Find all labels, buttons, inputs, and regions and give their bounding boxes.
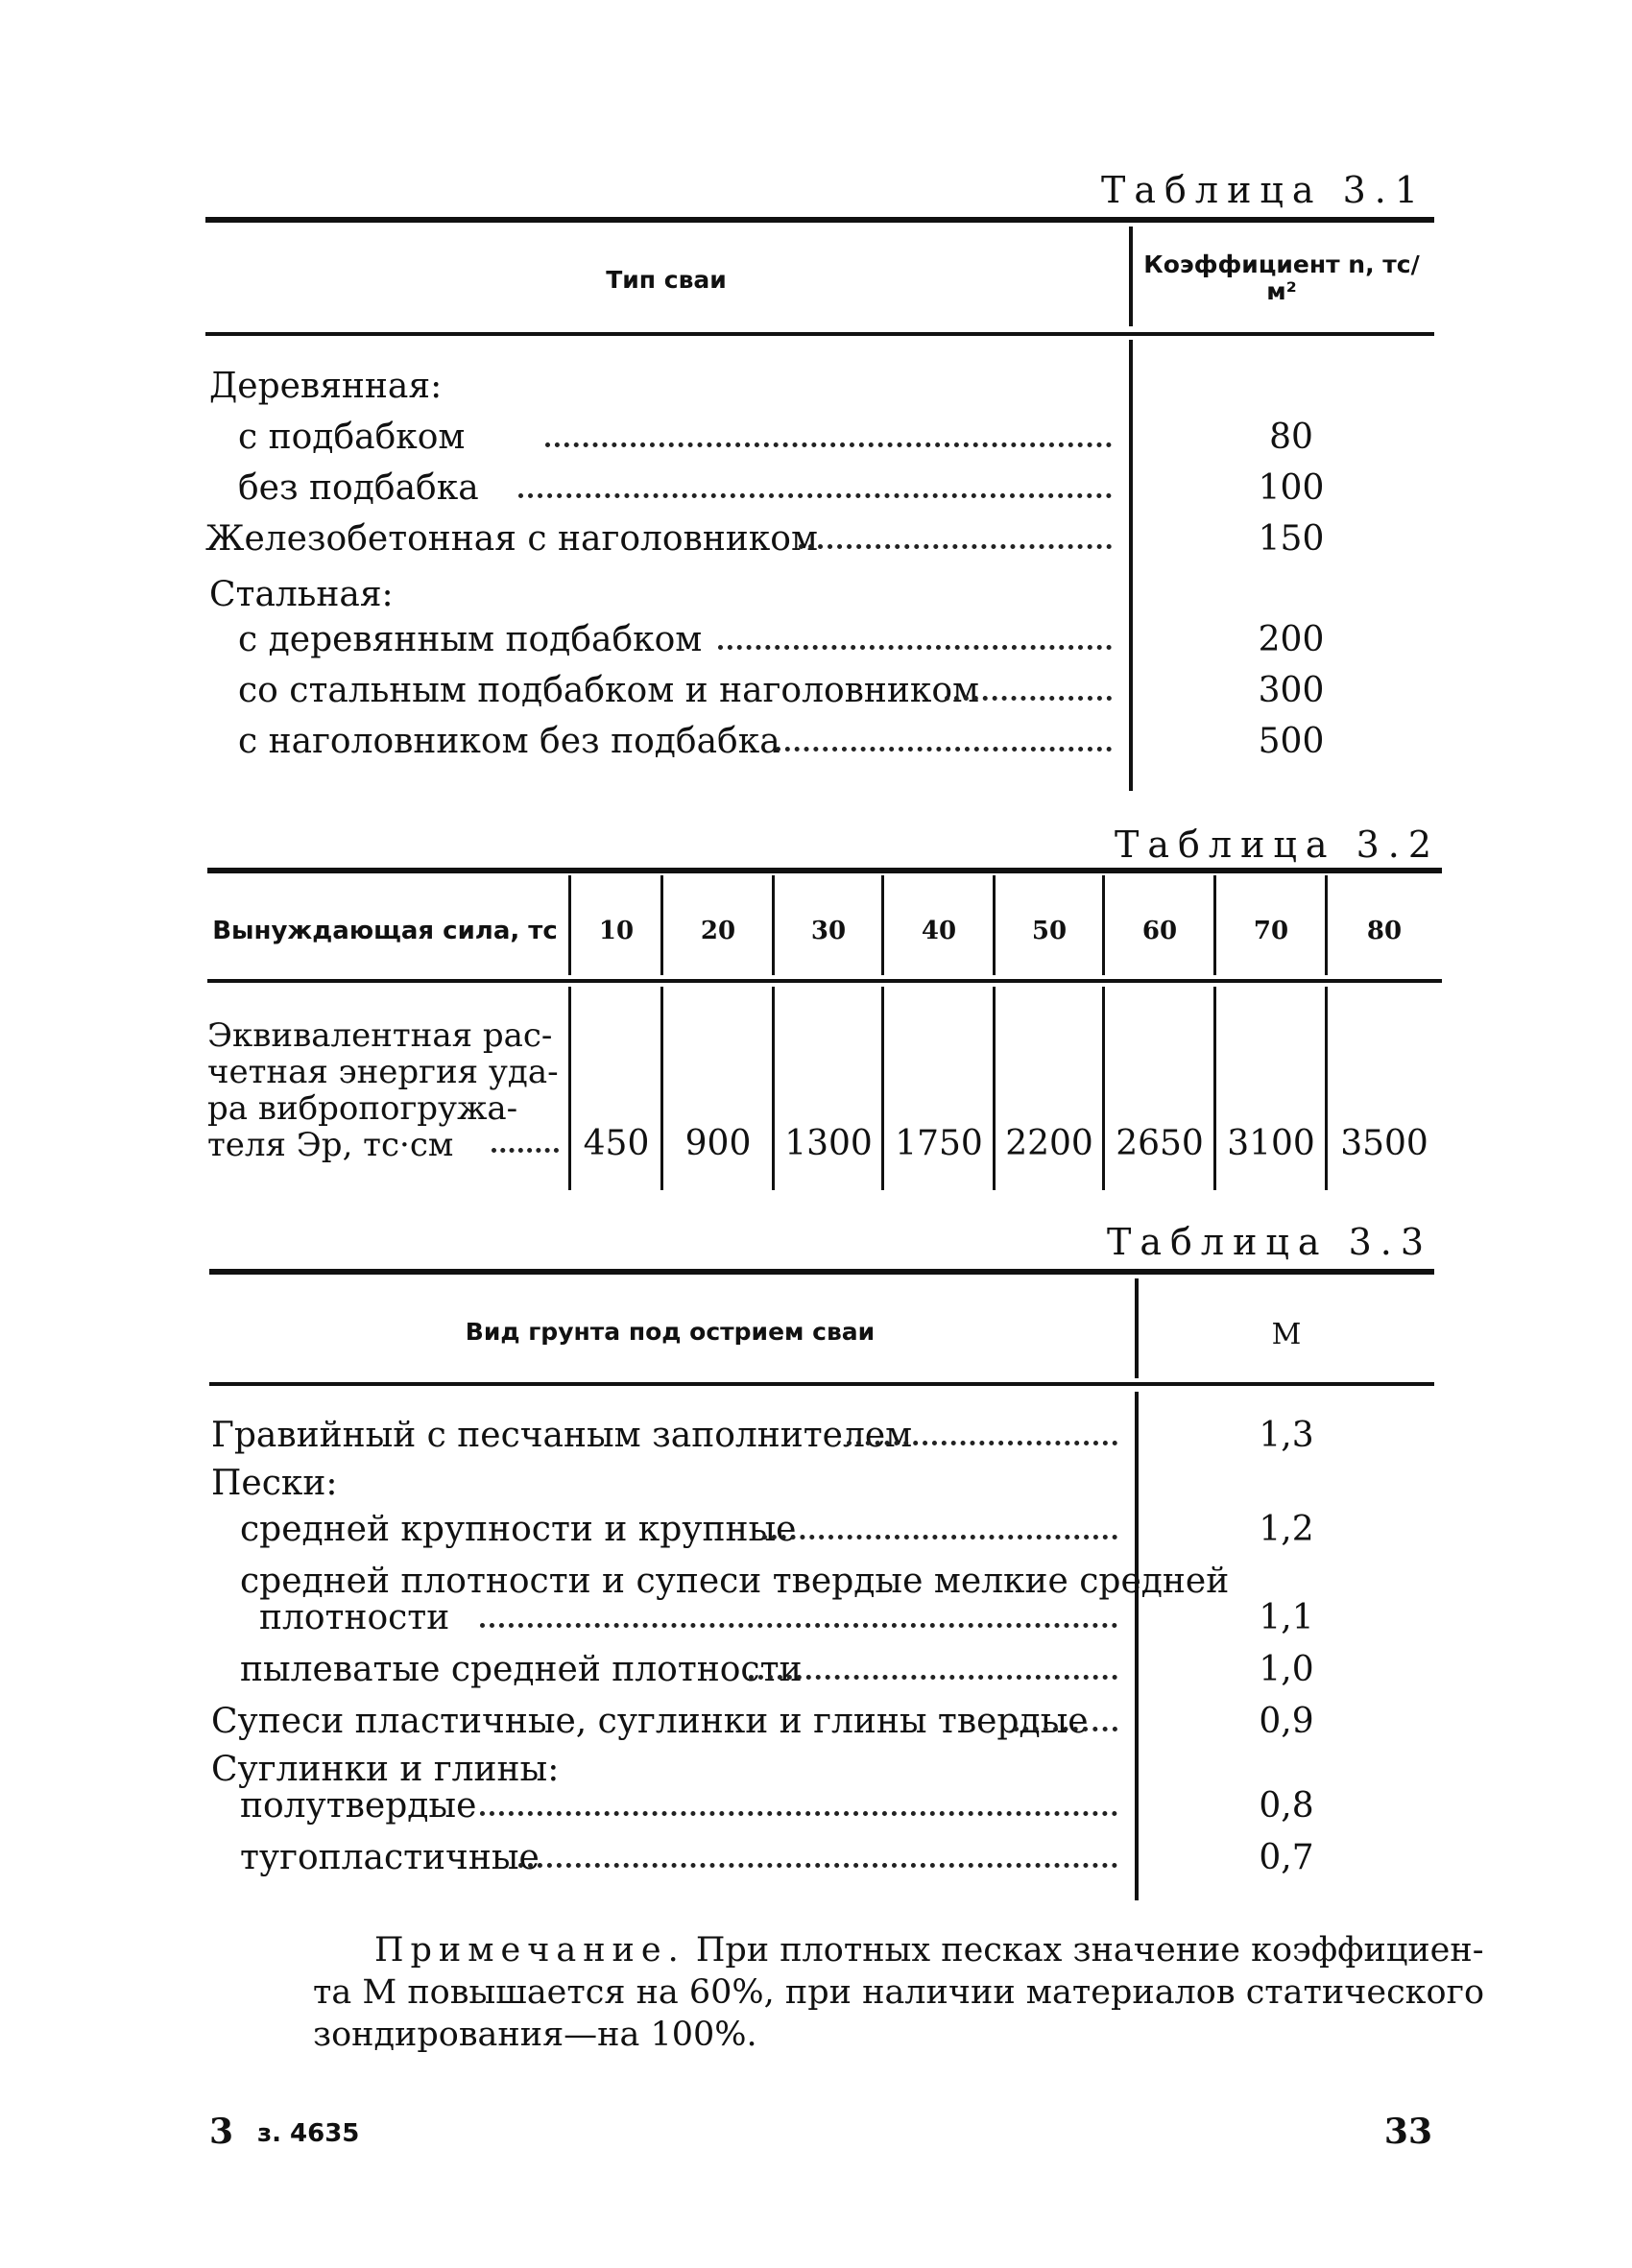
table-3-1-row-label: со стальным подбабком и наголовником [238,671,980,710]
table-3-1-row-label: с наголовником без подбабка [238,722,780,761]
table-3-3-header-rule [209,1382,1434,1386]
table-3-3-row-label: полутвердые [240,1786,477,1826]
note-label: Примечание. [374,1931,685,1970]
table-3-1-row-label: с деревянным подбабком [238,620,703,659]
column-divider [772,875,775,975]
table-3-3-header-soil: Вид грунта под острием сваи [465,1318,876,1346]
leader-dots [492,1138,559,1153]
note-line-2: та M повышается на 60%, при наличии материалов статического [313,1973,1485,2012]
column-divider [1102,987,1105,1190]
table-3-1-caption: Таблица 3.1 [1101,169,1427,211]
column-divider [1325,875,1328,975]
signature-number: 3 [209,2112,234,2152]
energy-cell: 2650 [1116,1124,1204,1163]
leader-dots [749,1665,1117,1680]
table-3-1-row-value: 150 [1258,519,1325,559]
energy-cell: 3500 [1340,1124,1428,1163]
page-number: 33 [1383,2112,1432,2152]
table-3-2-header-rule [207,979,1442,983]
energy-cell: 450 [583,1124,650,1163]
table-3-3-row-label: средней плотности и супеси твердые мелкие средней [240,1562,1230,1601]
table-3-3-row-value: 0,7 [1259,1838,1314,1877]
note-text-1: При плотных песках значение коэффициен- [695,1931,1484,1970]
leader-dots [518,1853,1117,1868]
table-3-1-row-label: Железобетонная с наголовником [205,519,818,559]
table-3-3-row-label: пылеватые средней плотности [240,1650,803,1689]
table-3-3-row-label: Пески: [211,1464,338,1503]
print-order: з. 4635 [257,2119,360,2148]
leader-dots [847,1431,1117,1445]
energy-row-label: Эквивалентная рас- [207,1016,553,1055]
table-3-1-row-label: без подбабка [238,468,479,508]
table-3-2-caption: Таблица 3.2 [1115,824,1440,866]
leader-dots [799,535,1112,549]
force-header-cell: 10 [598,917,635,945]
table-3-1-row-value: 80 [1269,418,1313,457]
energy-cell: 1750 [895,1124,983,1163]
table-3-3-caption: Таблица 3.3 [1107,1221,1432,1263]
column-divider [1102,875,1105,975]
table-3-3-row-value: 1,1 [1259,1598,1314,1637]
energy-row-label: теля Эр, тс·см [207,1126,454,1164]
force-header-cell: 30 [810,917,847,945]
table-3-1-header-rule [205,332,1434,336]
column-divider [660,987,663,1190]
force-header-cell: 70 [1253,917,1289,945]
table-3-1-row-value: 300 [1258,671,1325,710]
column-divider [993,987,996,1190]
leader-dots [1014,1717,1117,1731]
leader-dots [776,737,1112,752]
table-3-1-top-rule [205,217,1434,223]
column-divider [568,987,571,1190]
leader-dots [718,635,1112,650]
column-divider [1213,875,1216,975]
table-3-3-row-label: плотности [259,1598,450,1637]
column-divider [1213,987,1216,1190]
table-3-1-row-value: 200 [1258,620,1325,659]
table-3-3-row-value: 1,2 [1259,1510,1314,1549]
table-3-1-body-divider [1129,340,1133,791]
energy-cell: 2200 [1005,1124,1093,1163]
leader-dots [518,484,1112,498]
force-header-cell: 50 [1031,917,1068,945]
table-3-1-header-divider [1129,227,1133,326]
table-3-3-row-value: 0,8 [1259,1786,1314,1826]
energy-cell: 3100 [1227,1124,1315,1163]
column-divider [993,875,996,975]
column-divider [1325,987,1328,1190]
table-3-3-header-divider [1135,1278,1139,1378]
table-3-3-row-label: средней крупности и крупные [240,1510,797,1549]
table-3-3-row-label: Супеси пластичные, суглинки и глины твердые [211,1702,1089,1741]
leader-dots [945,686,1112,701]
energy-cell: 1300 [784,1124,873,1163]
column-divider [881,987,884,1190]
table-3-1-row-label: с подбабком [238,418,466,457]
note-line-1 [374,1929,1484,1971]
table-3-3-row-value: 0,9 [1259,1702,1314,1741]
energy-row-label: ра вибропогружа- [207,1089,518,1128]
table-3-1-header-coef: Коэффициент n, тс/м² [1143,251,1420,305]
force-header-cell: 40 [921,917,957,945]
table-3-3-row-value: 1,3 [1259,1416,1314,1455]
column-divider [772,987,775,1190]
table-3-1-row-label: Стальная: [209,575,394,614]
table-3-2-top-rule [207,868,1442,873]
column-divider [568,875,571,975]
table-3-1-row-value: 100 [1258,468,1325,508]
note-line-3: зондирования—на 100%. [313,2016,757,2054]
table-3-1-row-label: Деревянная: [209,367,443,406]
column-divider [660,875,663,975]
table-3-1-row-value: 500 [1258,722,1325,761]
leader-dots [762,1525,1117,1540]
leader-dots [480,1613,1117,1628]
leader-dots [545,433,1112,447]
force-header-cell: 80 [1366,917,1403,945]
energy-row-label: четная энергия уда- [207,1053,559,1091]
force-header-cell: 60 [1141,917,1178,945]
table-3-3-row-label: Гравийный с песчаным заполнителем [211,1416,913,1455]
table-3-3-row-label: тугопластичные [240,1838,540,1877]
table-3-3-row-label: Суглинки и глины: [211,1750,560,1789]
leader-dots [480,1802,1117,1816]
force-header-cell: 20 [700,917,736,945]
table-3-3-header-m: M [1271,1318,1302,1351]
table-3-3-body-divider [1135,1392,1139,1900]
table-3-2-header-label: Вынуждающая сила, тс [212,917,558,945]
table-3-3-row-value: 1,0 [1259,1650,1314,1689]
energy-cell: 900 [684,1124,752,1163]
table-3-3-top-rule [209,1269,1434,1275]
column-divider [881,875,884,975]
table-3-1-header-type: Тип сваи [606,266,727,294]
